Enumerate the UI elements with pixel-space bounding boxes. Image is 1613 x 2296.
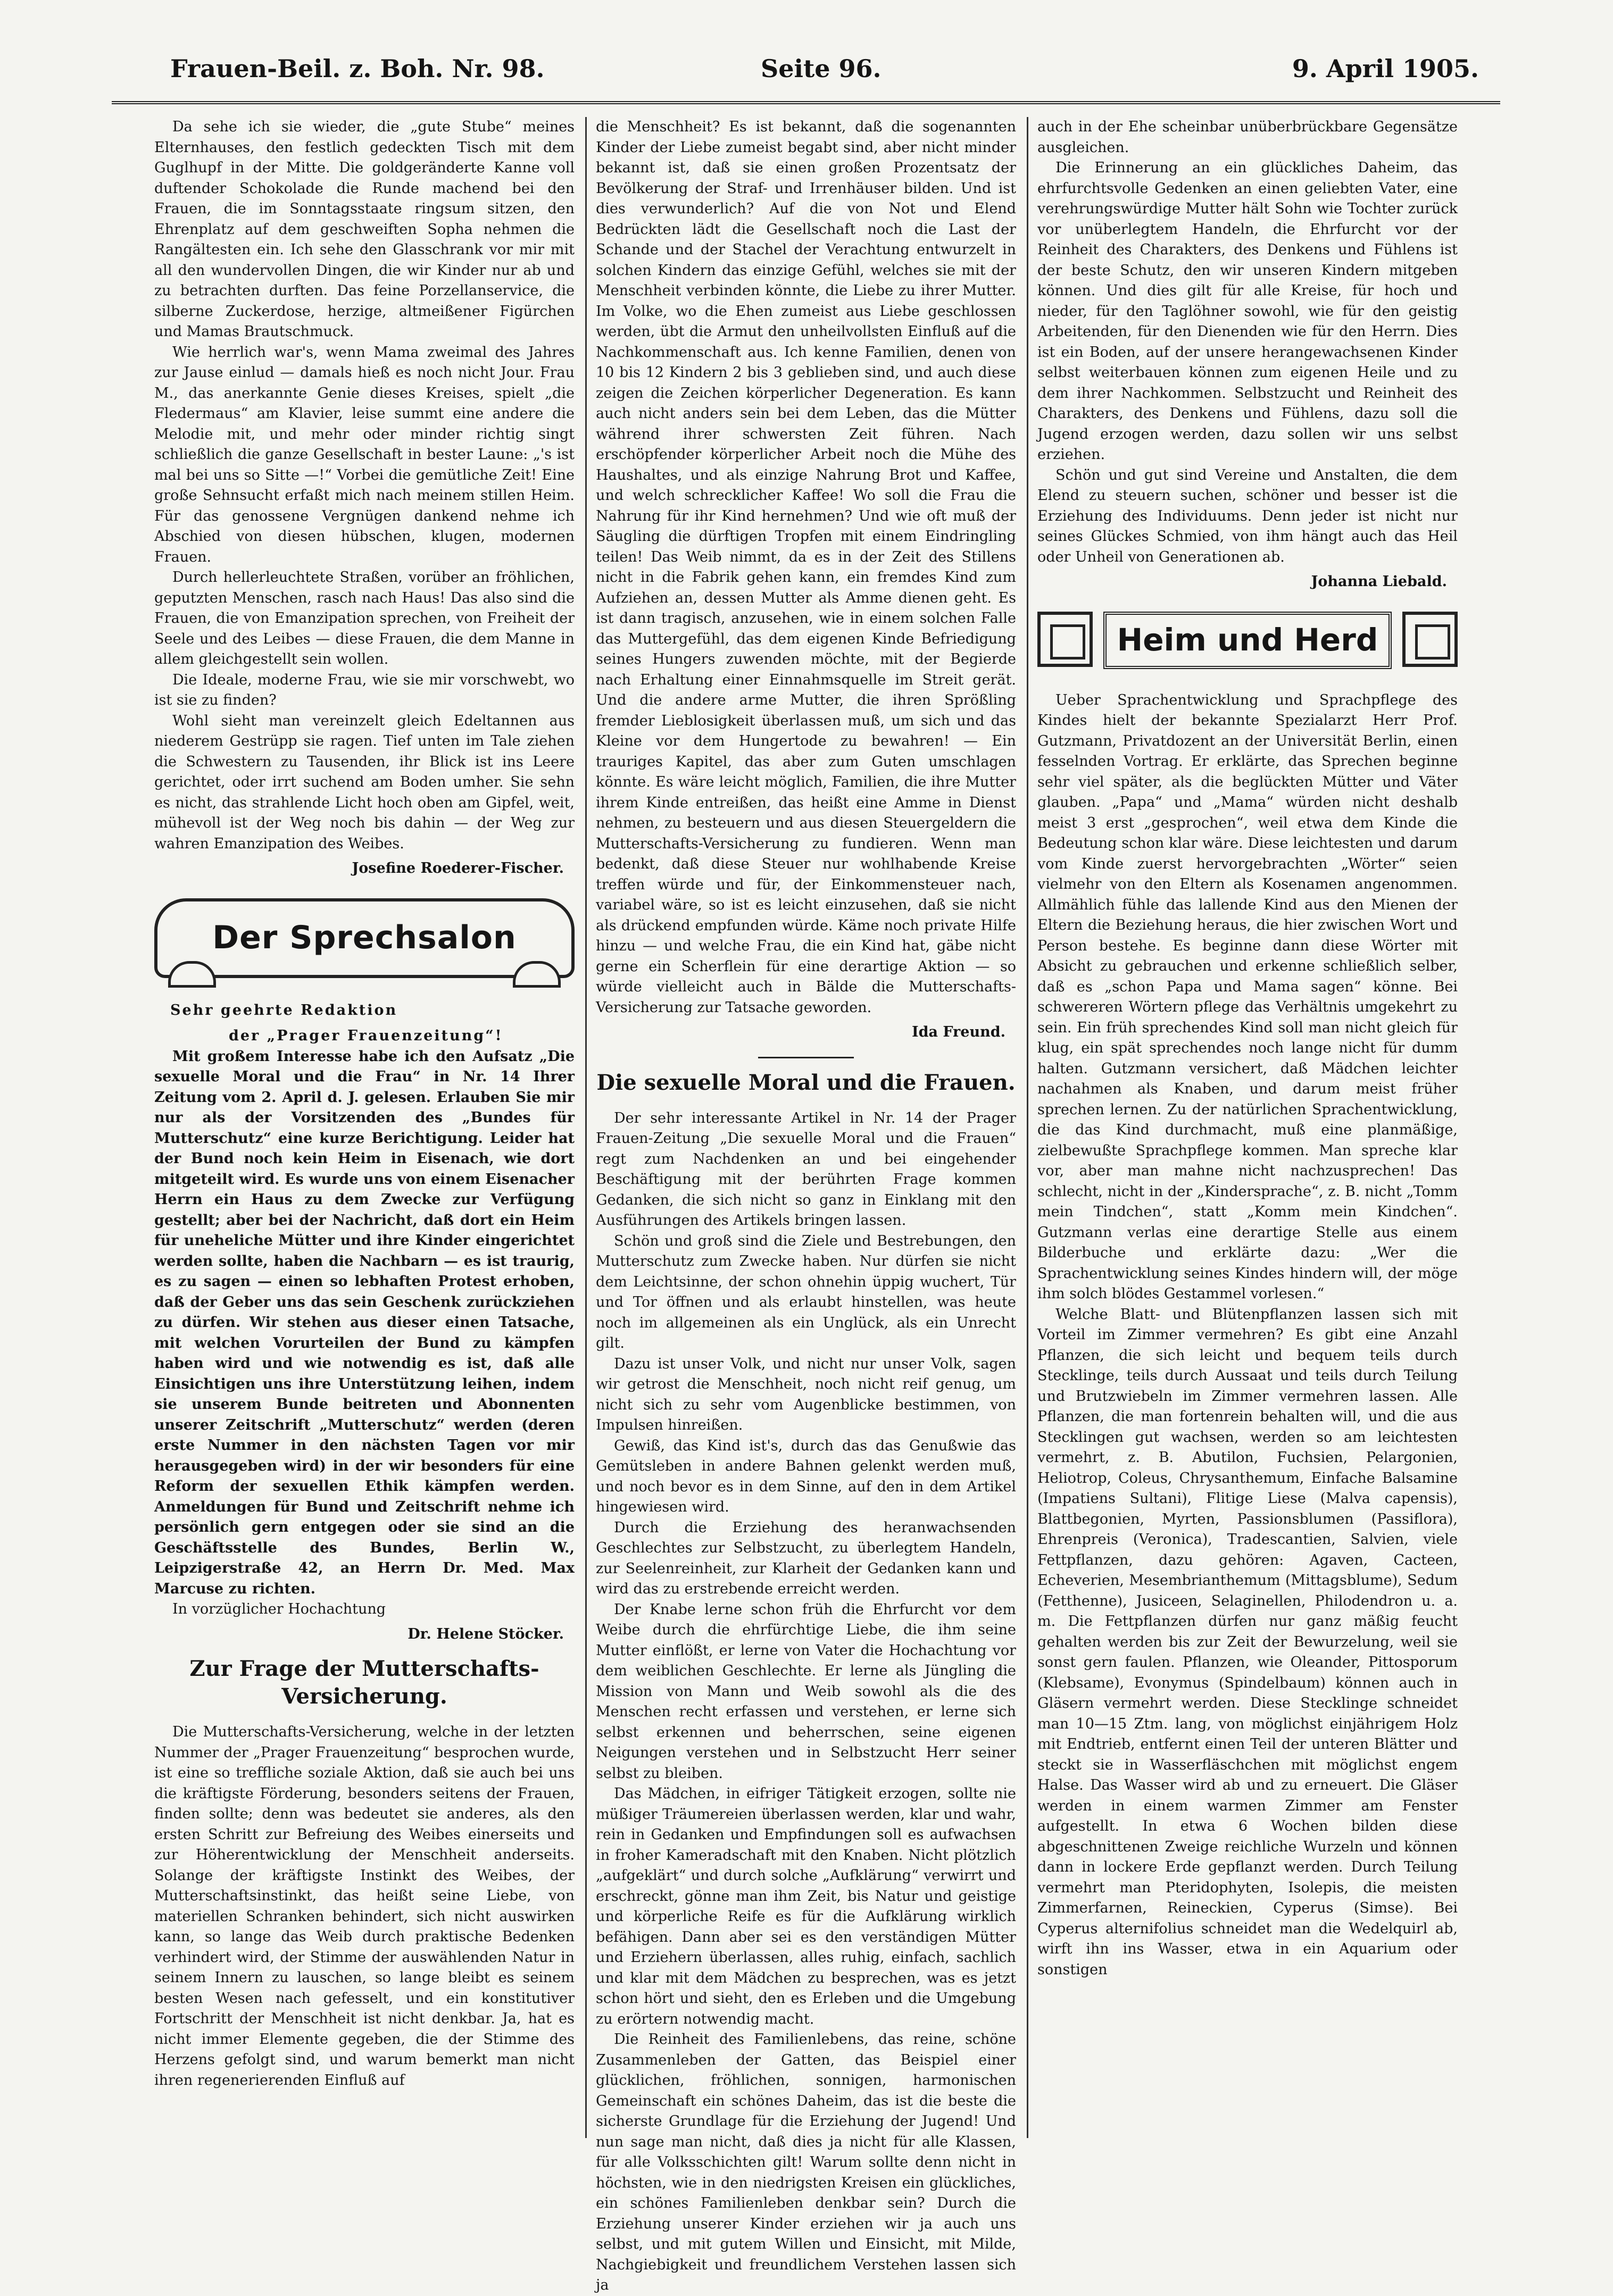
header-date: 9. April 1905. <box>1292 54 1479 83</box>
ornament-icon <box>1402 612 1458 667</box>
paragraph: Die Mutterschafts-Versicherung, welche in der letzten Nummer der „Prager Frauenzeitung“ besprochen wurde, ist eine so treffliche soziale Aktion, daß sie auch bei uns die kräftigste Förderung, besonders seitens der Frauen, finden sollte; denn was bedeutet sie anderes, als den ersten Schritt zur Befreiung des Weibes einerseits und zur Höherentwicklung der Menschheit anderseits. Solange der kräftigste Instinkt des Weibes, der Mutterschaftsinstinkt, das heißt seine Liebe, von materiellen Schranken behindert, sich nicht auswirken kann, so lange das Weib durch praktische Bedenken verhindert wird, der Stimme der auswählenden Natur in seinem Innern zu lauschen, so lange bleibt es seinem besten Wesen nach gefesselt, und ein konstitutiver Fortschritt der Menschheit ist nicht denkbar. Ja, hat es nicht immer Elemente gegeben, die der Stimme des Herzens gefolgt sind, und warum bemerkt man nicht ihren regenerierenden Einfluß auf <box>154 1724 575 2089</box>
paragraph: Welche Blatt- und Blütenpflanzen lassen sich mit Vorteil im Zimmer vermehren? Es gibt eine Anzahl Pflanzen, die sich leicht und bequem teils durch Stecklinge, teils durch Aussaat und teils durch Teilung und Brutzwiebeln im Zimmer vermehren lassen. Alle Pflanzen, die man fortenrein behalten will, und die aus Stecklingen gut wachsen, werden so am leichtesten vermehrt, z. B. Abutilon, Fuchsien, Pelargonien, Heliotrop, Coleus, Chrysanthemum, Einfache Balsamine (Impatiens Sultani), Flitige Liese (Malva capensis), Blattbegonien, Myrten, Passionsblumen (Passiflora), Ehrenpreis (Veronica), Tradescantien, Salvien, viele Fettpflanzen, dazu gehören: Agaven, Cacteen, Echeverien, Mesembrianthemum (Mittagsblume), Sedum (Fetthenne), Jusiceen, Selaginellen, Philodendron u. a. m. Die Fettpflanzen dürfen nur ganz mäßig feucht gehalten werden bis zur Zeit der Bewurzelung, weil sie sonst gern faulen. Pflanzen, wie Oleander, Pittosporum (Klebsame), Evonymus (Spindelbaum) können auch in Gläsern vermehrt werden. Diese Stecklinge schneidet man 10—15 Ztm. lang, von möglichst einjährigem Holz mit Endtrieb, entfernt einen Teil der unteren Blätter und steckt sie in Wasserfläschchen mit möglichst engem Halse. Das Wasser wird ab und zu erneuert. Die Gläser werden in einem warmen Zimmer am Fenster aufgestellt. In etwa 6 Wochen bilden diese abgeschnittenen Zweige reichliche Wurzeln und können dann in lockere Erde gepflanzt werden. Durch Teilung vermehrt man Pteridophyten, Isolepis, die meisten Zimmerfarnen, Reineckien, Cyperus (Simse). Bei Cyperus alternifolius schneidet man die Wedelquirl ab, wirft ihn ins Wasser, etwa in ein Aquarium oder sonstigen <box>1037 1306 1458 1978</box>
author-signature: Josefine Roederer-Fischer. <box>352 860 564 876</box>
paragraph: Die Ideale, moderne Frau, wie sie mir vorschwebt, wo ist sie zu finden? <box>154 671 575 708</box>
column-3 <box>1037 117 1458 2154</box>
article-heading: Zur Frage der Mutterschafts-Versicherung. <box>189 1656 539 1709</box>
page-header <box>112 43 1500 104</box>
paragraph: Gewiß, das Kind ist's, durch das das Genußwie das Gemütsleben in andere Bahnen gelenkt werden muß, und noch bevor es in dem Sinne, auf den in dem Artikel hingewiesen wird. <box>596 1437 1016 1515</box>
paragraph: In vorzüglicher Hochachtung <box>172 1601 386 1617</box>
column-2 <box>596 117 1016 2293</box>
author-signature: Ida Freund. <box>911 1024 1005 1040</box>
column-divider <box>585 117 587 2138</box>
paragraph: Der sehr interessante Artikel in Nr. 14 der Prager Frauen-Zeitung „Die sexuelle Moral und die Frauen“ regt zum Nachdenken an und bei eingehender Beschäftigung mit der berührten Frage kommen Gedanken, die sich nicht so ganz in Einklang mit den Ausführungen des Artikels bringen lassen. <box>596 1109 1016 1229</box>
article-heading: Die sexuelle Moral und die Frauen. <box>596 1070 1016 1095</box>
letter-salutation: der „Prager Frauenzeitung“! <box>229 1028 503 1044</box>
paragraph: Die Reinheit des Familienlebens, das reine, schöne Zusammenleben der Gatten, das Beispiel einer glücklichen, fröhlichen, sonnigen, harmonischen Gemeinschaft ein schönes Daheim, das ist die beste die sicherste Grundlage für die Erziehung der Jugend! Und nun sage man nicht, daß dies ja nicht für alle Klassen, für alle Volksschichten gilt! Warum sollte denn nicht in höchsten, wie in den niedrigsten Kreisen ein glückliches, ein schönes Familienleben denkbar sein? Durch die Erziehung unserer Kinder erziehen wir ja auch uns selbst, und mit gutem Willen und Einsicht, mit Milde, Nachgiebigkeit und freundlichem Verstehen lassen sich ja <box>596 2031 1016 2293</box>
author-signature: Johanna Liebald. <box>1311 573 1447 590</box>
section-title: Der Sprechsalon <box>212 919 517 957</box>
paragraph: Das Mädchen, in eifriger Tätigkeit erzogen, sollte nie müßiger Träumereien überlassen werden, klar und wahr, rein in Gedanken und Empfindungen soll es aufwachsen in froher Kameradschaft mit den Knaben. Nicht plötzlich „aufgeklärt“ und durch solche „Aufklärung“ verwirrt und erschreckt, gönne man ihm Zeit, bis Natur und geistige und körperliche Reife es für die Aufklärung wirklich befähigen. Dann aber sei es den verständigen Mütter und Erziehern überlassen, alles ruhig, einfach, sachlich und klar mit dem Mädchen zu besprechen, was es jetzt schon hört und sieht, den es Erleben und die Umgebung zu erörtern notwendig macht. <box>596 1785 1016 2027</box>
divider <box>758 1057 854 1058</box>
paragraph: auch in der Ehe scheinbar unüberbrückbare Gegensätze ausgleichen. <box>1037 119 1458 156</box>
header-publication: Frauen-Beil. z. Boh. Nr. 98. <box>170 54 545 83</box>
section-banner-sprechsalon <box>154 898 575 978</box>
author-signature: Dr. Helene Stöcker. <box>408 1625 564 1642</box>
paragraph: Mit großem Interesse habe ich den Aufsatz „Die sexuelle Moral und die Frau“ in Nr. 14 Ihrer Zeitung vom 2. April d. J. gelesen. Erlauben Sie mir nur als der Vorsitzenden des „Bundes für Mutterschutz“ eine kurze Berichtigung. Leider hat der Bund noch kein Heim in Eisenach, wie dort mitgeteilt wird. Es wurde uns von einem Eisenacher Herrn ein Haus zu dem Zwecke zur Verfügung gestellt; aber bei der Nachricht, daß dort ein Heim für uneheliche Mütter und ihre Kinder eingerichtet werden sollte, haben die Nachbarn — es ist traurig, es zu sagen — einen so lebhaften Protest erhoben, daß der Geber uns das sein Geschenk zurückziehen zu dürfen. Wir stehen aus dieser einen Tatsache, mit welchen Vorurteilen der Bund zu kämpfen haben wird und wie notwendig es ist, daß alle Einsichtigen uns ihre Unterstützung leihen, indem sie unserem Bunde beitreten und Abonnenten unserer Zeitschrift „Mutterschutz“ werden (deren erste Nummer in den nächsten Tagen vor mir herausgegeben wird) in der wir besonders für eine Reform der sexuellen Ethik kämpfen werden. Anmeldungen für Bund und Zeitschrift nehme ich persönlich gern entgegen oder sie sind an die Geschäftsstelle des Bundes, Berlin W., Leipzigerstraße 42, an Herrn Dr. Med. Max Marcuse zu richten. <box>154 1048 575 1597</box>
paragraph: Ueber Sprachentwicklung und Sprachpflege des Kindes hielt der bekannte Spezialarzt Herr Prof. Gutzmann, Privatdozent an der Universität Berlin, einen fesselnden Vortrag. Er erklärte, das Sprechen beginne sehr viel später, als die beglückten Mütter und Väter glauben. „Papa“ und „Mama“ würden nicht deshalb meist 3 erst „gesprochen“, weil etwa dem Kinde die Bedeutung schon klar wäre. Diese leichtesten und darum vom Kinde zuerst hervorgebrachten „Wörter“ seien vielmehr von den Eltern als Kosenamen angenommen. Allmählich fühle das lallende Kind aus den Mienen der Eltern die Beziehung heraus, die hier zwischen Wort und Person bestehe. Es beginne dann diese Wörter mit Absicht zu gebrauchen und erkenne schließlich selber, daß es „schon Papa und Mama sagen“ könne. Bei schwereren Wörtern pflege das Verhältnis umgekehrt zu sein. Ein früh sprechendes Kind soll man nicht gleich für klug, ein spät sprechendes noch lange nicht für dumm halten. Gutzmann versichert, daß Mädchen leichter nachahmen als Knaben, und darum meist früher sprechen lernen. Zu der natürlichen Sprachentwicklung, die das Kind durchmacht, muß eine planmäßige, zielbewußte Sprachpflege kommen. Man spreche klar vor, aber man mahne nicht nachzusprechen! Das schlecht, nicht in der „Kindersprache“, z. B. nicht „Tomm mein Tindchen“, statt „Komm mein Kindchen“. Gutzmann verlas eine derartige Stelle aus einem Bilderbuche und erklärte dazu: „Wer die Sprachentwicklung seines Kindes hindern will, der möge ihm solch blödes Gestammel vorlesen.“ <box>1037 691 1458 1302</box>
paragraph: Dazu ist unser Volk, und nicht nur unser Volk, sagen wir getrost die Menschheit, noch nicht reif genug, um nicht sich zu sehr vom Augenblicke bestimmen, von Impulsen hinreißen. <box>596 1355 1016 1433</box>
paragraph: Durch hellerleuchtete Straßen, vorüber an fröhlichen, geputzten Menschen, rasch nach Haus! Das also sind die Frauen, die von Emanzipation sprechen, von Freiheit der Seele und des Leibes — diese Frauen, die dem Manne in allem gleichgestellt sein wollen. <box>154 569 575 667</box>
letter-salutation: Sehr geehrte Redaktion <box>170 1001 398 1018</box>
paragraph: Schön und gut sind Vereine und Anstalten, die dem Elend zu steuern suchen, schöner und besser ist die Erziehung des Individuums. Denn jeder ist nicht nur seines Glückes Schmied, von ihm hängt auch das Heil oder Unheil von Generationen ab. <box>1037 466 1458 565</box>
column-1 <box>154 117 575 2154</box>
section-title-frame <box>1103 612 1392 669</box>
paragraph: Schön und groß sind die Ziele und Bestrebungen, den Mutterschutz zum Zwecke haben. Nur dürfen sie nicht dem Leichtsinne, der schon ohnehin üppig wuchert, Tür und Tor öffnen und als erlaubt hinstellen, was heute noch im allgemeinen als ein Unglück, als ein Unrecht gilt. <box>596 1232 1016 1351</box>
paragraph: Wohl sieht man vereinzelt gleich Edeltannen aus niederem Gestrüpp sie ragen. Tief unten im Tale ziehen die Schwestern zu Tausenden, ihr Blick ist ins Leere gerichtet, oder irrt suchend am Boden umher. Sie sehn es nicht, das strahlende Licht hoch oben am Gipfel, weit, mühevoll ist der Weg noch bis dahin — der Weg zur wahren Emanzipation des Weibes. <box>154 712 575 852</box>
paragraph: die Menschheit? Es ist bekannt, daß die sogenannten Kinder der Liebe zumeist begabt sind, aber nicht minder bekannt ist, daß sie einen großen Prozentsatz der Bevölkerung der Straf- und Irrenhäuser bilden. Und ist dies verwunderlich? Auf die von Not und Elend Bedrückten lädt die Gesellschaft noch die Last der Schande und der Stachel der Verachtung entwurzelt in solchen Kindern das einzige Gefühl, welches sie mit der Menschheit verbinden könnte, die Liebe zu ihrer Mutter. Im Volke, wo die Ehen zumeist aus Liebe geschlossen werden, übt die Armut den unheilvollsten Einfluß auf die Nachkommenschaft aus. Ich kenne Familien, denen von 10 bis 12 Kindern 2 bis 3 geblieben sind, und auch diese zeigen die Zeichen körperlicher Degeneration. Es kann auch nicht anders sein bei dem Leben, das die Mütter während ihrer schwersten Zeit führen. Nach erschöpfender körperlicher Arbeit noch die Mühe des Haushaltes, und als einzige Nahrung Brot und Kaffee, und welch schrecklicher Kaffee! Wo soll die Frau die Nahrung für ihr Kind hernehmen? Und wie oft muß der Säugling die dürftigen Tropfen mit einem Eindringling teilen! Das Weib nimmt, da es in der Zeit des Stillens nicht in die Fabrik gehen kann, ein fremdes Kind zum Aufziehen an, dessen Mutter als Amme dienen geht. Es ist dann tragisch, anzusehen, wie in einem solchen Falle das Muttergefühl, das dem eigenen Kinde Befriedigung seines Hungers zuwenden möchte, mit der Begierde nach Erhaltung einer Einnahmsquelle im Streit gerät. Und die andere arme Mutter, die ihren Sprößling fremder Lieblosigkeit überlassen muß, um sich und das Kleine vor dem Hungertode zu bewahren! — Ein trauriges Kapitel, das aber zum Guten umschlagen könnte. Es wäre leicht möglich, Familien, die ihre Mutter ihrem Kinde entreißen, das heißt eine Amme in Dienst nehmen, zu besteuern und aus diesen Steuergeldern die Mutterschafts-Versicherung zu fundieren. Wenn man bedenkt, daß diese Steuer nur wohlhabende Kreise treffen würde und für, der Einkommensteuer nach, variabel wäre, so ist es leicht einzusehen, daß sie nicht als drückend empfunden würde. Käme noch private Hilfe hinzu — und welche Frau, die ein Kind hat, gäbe nicht gerne ein Scherflein für eine derartige Aktion — so würde vielleicht auch in Bälde die Mutterschafts-Versicherung zur Tatsache geworden. <box>596 119 1016 1016</box>
section-title: Heim und Herd <box>1117 622 1378 658</box>
paragraph: Der Knabe lerne schon früh die Ehrfurcht vor dem Weibe durch die ehrfürchtige Liebe, die ihm seine Mutter einflößt, er lerne von Vater die Hochachtung vor dem weiblichen Geschlechte. Er lerne als Jüngling die Mission von Mann und Weib sowohl als die des Menschen recht erfassen und verstehen, er lerne sich selbst erkennen und beherrschen, seine eigenen Neigungen verstehen und in Selbstzucht Herr seiner selbst zu bleiben. <box>596 1601 1016 1782</box>
ornament-icon <box>1037 612 1093 667</box>
paragraph: Wie herrlich war's, wenn Mama zweimal des Jahres zur Jause einlud — damals hieß es noch nicht Jour. Frau M., das anerkannte Genie dieses Kreises, spielt „die Fledermaus“ am Klavier, leise summt eine andere die Melodie mit, und mehr oder minder richtig singt schließlich die ganze Gesellschaft in bester Laune: „'s ist mal bei uns so Sitte —!“ Vorbei die gemütliche Zeit! Eine große Sehnsucht erfaßt mich nach meinem stillen Heim. Für das genossene Vergnügen dankend nehme ich Abschied von diesen hübschen, klugen, modernen Frauen. <box>154 344 575 565</box>
column-divider <box>1027 117 1028 2138</box>
section-banner-heim-und-herd <box>1037 612 1458 669</box>
ornament-icon <box>168 961 216 988</box>
paragraph: Da sehe ich sie wieder, die „gute Stube“ meines Elternhauses, den festlich gedeckten Tisch mit dem Guglhupf in der Mitte. Die goldgeränderte Kanne voll duftender Schokolade die Runde machend bei den Frauen, die im Sonntagsstaate ringsum sitzen, den Ehrenplatz auf dem geschweiften Sopha nehmen die Rangältesten ein. Ich sehe den Glasschrank vor mir mit all den wundervollen Dingen, die wir Kinder nur ab und zu betrachten durften. Das feine Porzellanservice, die silberne Zuckerdose, herzige, altmeißener Figürchen und Mamas Brautschmuck. <box>154 119 575 340</box>
paragraph: Die Erinnerung an ein glückliches Daheim, das ehrfurchtsvolle Gedenken an einen geliebten Vater, eine verehrungswürdige Mutter hält Sohn wie Tochter zurück vor unüberlegtem Handeln, die Ehrfurcht vor der Reinheit des Charakters, des Denkens und Fühlens ist der beste Schutz, den wir unseren Kindern mitgeben können. Und dies gilt für alle Kreise, für hoch und nieder, für den Taglöhner sowohl, wie für den geistig Arbeitenden, für den Dienenden wie für den Herrn. Dies ist ein Boden, auf der unsere herangewachsenen Kinder selbst weiterbauen können zum eigenen Heile und zu dem ihrer Nachkommen. Selbstzucht und Reinheit des Charakters, des Denkens und Fühlens, dazu soll die Jugend erzogen werden, dazu sollen wir uns selbst erziehen. <box>1037 160 1458 463</box>
header-page-number: Seite 96. <box>761 54 882 83</box>
newspaper-page <box>112 43 1500 2293</box>
paragraph: Durch die Erziehung des heranwachsenden Geschlechtes zur Selbstzucht, zu überlegtem Handeln, zur Seelenreinheit, zur Klarheit der Gedanken kann und wird das zu erstrebende erreicht werden. <box>596 1519 1016 1597</box>
ornament-icon <box>513 961 561 988</box>
